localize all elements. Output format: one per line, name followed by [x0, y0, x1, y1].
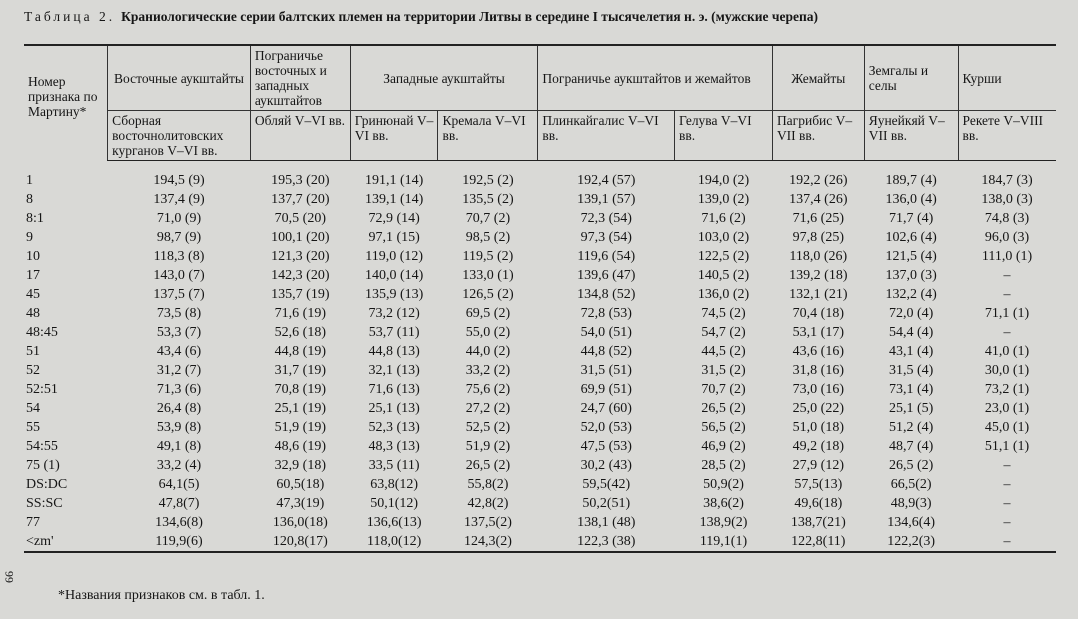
sign-label: SS:SC — [26, 496, 63, 511]
table-row — [24, 247, 1056, 266]
value-cell: 133,0 (1) — [462, 268, 514, 283]
value-cell: 194,0 (2) — [697, 173, 750, 188]
value-cell: 122,8(11) — [772, 532, 864, 552]
table-row — [24, 532, 1056, 552]
value-cell: 28,5 (2) — [701, 458, 746, 473]
group-header: Земгалы и селы — [864, 45, 958, 111]
value-cell: 137,7 (20) — [271, 192, 330, 207]
table-row — [24, 361, 1056, 380]
value-cell: 138,9(2) — [699, 515, 748, 530]
value-cell: 111,0 (1) — [981, 249, 1033, 264]
value-cell: 55,8(2) — [467, 477, 509, 492]
value-cell: – — [958, 532, 1056, 552]
value-cell: 139,2 (18) — [789, 268, 848, 283]
value-cell: 132,1 (21) — [789, 287, 848, 302]
value-cell: 69,9 (51) — [580, 382, 632, 397]
sign-label: 52 — [26, 363, 40, 378]
value-cell: 122,3 (38) — [538, 532, 675, 552]
value-cell: 33,5 (11) — [368, 458, 420, 473]
value-cell: 136,0 (4) — [885, 192, 937, 207]
value-cell: 97,8 (25) — [792, 230, 844, 245]
value-cell: 70,7 (2) — [701, 382, 746, 397]
value-cell: 70,4 (18) — [792, 306, 844, 321]
value-cell: 64,1(5) — [158, 477, 200, 492]
table-row — [24, 342, 1056, 361]
series-header: Гринюнай V–VI вв. — [350, 111, 438, 161]
value-cell: 42,8(2) — [467, 496, 509, 511]
group-header: Жемайты — [772, 45, 864, 111]
group-header: Пограничье аукштайтов и жемайтов — [538, 45, 773, 111]
value-cell: 74,8 (3) — [984, 211, 1030, 226]
value-cell: 120,8(17) — [250, 532, 350, 552]
value-cell: 72,0 (4) — [888, 306, 934, 321]
value-cell: 70,5 (20) — [274, 211, 326, 226]
group-header: Курши — [958, 45, 1056, 111]
value-cell: 137,5 (7) — [153, 287, 205, 302]
value-cell: 53,3 (7) — [156, 325, 202, 340]
value-cell: 119,0 (12) — [365, 249, 424, 264]
value-cell: 26,5 (2) — [465, 458, 511, 473]
value-cell: 52,5 (2) — [465, 420, 511, 435]
sign-label: 55 — [26, 420, 40, 435]
sign-label: 48 — [26, 306, 40, 321]
value-cell: 48,3 (13) — [368, 439, 420, 454]
value-cell: 118,3 (8) — [153, 249, 205, 264]
table-row — [24, 304, 1056, 323]
value-cell: 70,7 (2) — [465, 211, 511, 226]
caption-title: Краниологические серии балтских племен на территории Литвы в середине I тысячелетия н. э. (мужские черепа) — [121, 9, 819, 24]
value-cell: – — [1003, 268, 1011, 283]
table-row — [24, 418, 1056, 437]
value-cell: 143,0 (7) — [153, 268, 205, 283]
value-cell: 73,5 (8) — [156, 306, 202, 321]
value-cell: 31,5 (2) — [701, 363, 746, 378]
table-row — [24, 285, 1056, 304]
series-header: Гелува V–VI вв. — [675, 111, 773, 161]
value-cell: 139,6 (47) — [577, 268, 636, 283]
value-cell: – — [1003, 325, 1011, 340]
value-cell: 25,1 (5) — [888, 401, 934, 416]
sign-label: 48:45 — [26, 325, 58, 340]
craniology-table — [24, 44, 1056, 553]
sign-label: 77 — [26, 515, 40, 530]
value-cell: 71,0 (9) — [156, 211, 202, 226]
value-cell: 189,7 (4) — [885, 173, 937, 188]
series-header: Обляй V–VI вв. — [250, 111, 350, 161]
value-cell: 30,0 (1) — [984, 363, 1030, 378]
value-cell: 30,2 (43) — [580, 458, 632, 473]
value-cell: 33,2 (2) — [465, 363, 511, 378]
value-cell: 31,7 (19) — [274, 363, 326, 378]
value-cell: 25,0 (22) — [792, 401, 844, 416]
table-row — [24, 456, 1056, 475]
value-cell: 73,1 (4) — [888, 382, 934, 397]
value-cell: 27,9 (12) — [792, 458, 844, 473]
value-cell: 52,3 (13) — [368, 420, 420, 435]
value-cell: 71,7 (4) — [888, 211, 934, 226]
value-cell: 54,0 (51) — [580, 325, 632, 340]
value-cell: 138,0 (3) — [981, 192, 1033, 207]
value-cell: 119,6 (54) — [577, 249, 636, 264]
table-row — [24, 161, 1056, 191]
value-cell: 134,6(8) — [155, 515, 203, 530]
value-cell: 194,5 (9) — [153, 173, 205, 188]
sign-label: 10 — [26, 249, 40, 264]
value-cell: 119,5 (2) — [462, 249, 514, 264]
value-cell: 44,0 (2) — [465, 344, 511, 359]
value-cell: 27,2 (2) — [465, 401, 511, 416]
value-cell: 44,8 (13) — [368, 344, 420, 359]
value-cell: 31,2 (7) — [156, 363, 202, 378]
sign-label: 75 (1) — [26, 458, 60, 473]
value-cell: 140,5 (2) — [697, 268, 750, 283]
sign-label: 8 — [26, 192, 33, 207]
value-cell: 97,3 (54) — [580, 230, 632, 245]
value-cell: 96,0 (3) — [984, 230, 1030, 245]
series-header-row — [24, 111, 1056, 161]
value-cell: 25,1 (19) — [274, 401, 326, 416]
value-cell: 119,9(6) — [108, 532, 251, 552]
value-cell: 118,0(12) — [350, 532, 438, 552]
value-cell: 44,8 (52) — [580, 344, 632, 359]
value-cell: 51,0 (18) — [792, 420, 844, 435]
value-cell: 135,7 (19) — [271, 287, 330, 302]
value-cell: 31,8 (16) — [792, 363, 844, 378]
value-cell: 51,9 (19) — [274, 420, 326, 435]
value-cell: 31,5 (51) — [580, 363, 632, 378]
value-cell: 56,5 (2) — [701, 420, 746, 435]
value-cell: 137,0 (3) — [885, 268, 937, 283]
sign-label: 9 — [26, 230, 33, 245]
sign-label: <zm' — [24, 532, 108, 552]
value-cell: 98,7 (9) — [156, 230, 202, 245]
sign-label: 51 — [26, 344, 40, 359]
value-cell: 53,7 (11) — [368, 325, 420, 340]
series-header: Сборная восточнолитовских курганов V–VI вв. — [108, 111, 251, 161]
value-cell: 54,4 (4) — [888, 325, 934, 340]
value-cell: 134,6(4) — [887, 515, 936, 530]
value-cell: 50,1(12) — [370, 496, 419, 511]
value-cell: 137,4 (26) — [789, 192, 848, 207]
value-cell: 63,8(12) — [370, 477, 419, 492]
value-cell: 73,0 (16) — [792, 382, 844, 397]
row-label-header: Номер признака по Мартину* — [24, 45, 108, 161]
value-cell: 51,2 (4) — [888, 420, 934, 435]
value-cell: 139,1 (57) — [577, 192, 636, 207]
value-cell: 72,3 (54) — [580, 211, 632, 226]
value-cell: 136,0 (2) — [697, 287, 750, 302]
value-cell: 103,0 (2) — [697, 230, 750, 245]
value-cell: 121,5 (4) — [885, 249, 937, 264]
value-cell: 55,0 (2) — [465, 325, 511, 340]
value-cell: 45,0 (1) — [984, 420, 1030, 435]
value-cell: 41,0 (1) — [984, 344, 1030, 359]
value-cell: 43,1 (4) — [888, 344, 934, 359]
table-row — [24, 380, 1056, 399]
value-cell: 57,5(13) — [794, 477, 843, 492]
value-cell: 48,9(3) — [890, 496, 932, 511]
value-cell: 124,3(2) — [438, 532, 538, 552]
value-cell: 136,0(18) — [272, 515, 328, 530]
value-cell: 75,6 (2) — [465, 382, 511, 397]
value-cell: 26,5 (2) — [701, 401, 746, 416]
value-cell: 47,8(7) — [158, 496, 200, 511]
value-cell: 47,5 (53) — [580, 439, 632, 454]
group-header: Западные аукштайты — [350, 45, 538, 111]
value-cell: 49,1 (8) — [156, 439, 202, 454]
sign-label: 1 — [26, 172, 33, 188]
value-cell: 119,1(1) — [675, 532, 773, 552]
group-header: Пограничье восточных и западных аукштайтов — [250, 45, 350, 111]
value-cell: 49,2 (18) — [792, 439, 844, 454]
value-cell: 50,2(51) — [582, 496, 631, 511]
value-cell: 136,6(13) — [366, 515, 422, 530]
value-cell: 32,9 (18) — [274, 458, 326, 473]
value-cell: 70,8 (19) — [274, 382, 326, 397]
value-cell: 26,4 (8) — [156, 401, 202, 416]
value-cell: 25,1 (13) — [368, 401, 420, 416]
sign-label: 54:55 — [26, 439, 58, 454]
table-row — [24, 266, 1056, 285]
value-cell: 73,2 (1) — [984, 382, 1030, 397]
value-cell: 48,7 (4) — [888, 439, 934, 454]
value-cell: 135,9 (13) — [364, 287, 424, 302]
footnote: *Названия признаков см. в табл. 1. — [58, 588, 265, 603]
value-cell: 72,8 (53) — [580, 306, 632, 321]
value-cell: 51,1 (1) — [984, 439, 1030, 454]
sign-label: 52:51 — [26, 382, 58, 397]
value-cell: – — [1003, 458, 1011, 473]
value-cell: 118,0 (26) — [789, 249, 848, 264]
value-cell: – — [1003, 496, 1011, 511]
value-cell: 43,4 (6) — [156, 344, 202, 359]
table-caption — [24, 9, 1064, 25]
value-cell: 132,2 (4) — [885, 287, 937, 302]
value-cell: 134,8 (52) — [577, 287, 636, 302]
value-cell: 46,9 (2) — [701, 439, 746, 454]
value-cell: 71,6 (25) — [792, 211, 844, 226]
sign-label: 45 — [26, 287, 40, 302]
value-cell: 126,5 (2) — [462, 287, 514, 302]
value-cell: 50,9(2) — [703, 477, 744, 492]
value-cell: 98,5 (2) — [465, 230, 511, 245]
value-cell: 139,0 (2) — [697, 192, 750, 207]
table-row — [24, 190, 1056, 209]
value-cell: 138,1 (48) — [577, 515, 636, 530]
value-cell: 121,3 (20) — [271, 249, 330, 264]
series-header: Кремала V–VI вв. — [438, 111, 538, 161]
value-cell: 192,5 (2) — [462, 173, 514, 188]
value-cell: 51,9 (2) — [465, 439, 511, 454]
value-cell: 137,4 (9) — [153, 192, 205, 207]
value-cell: 191,1 (14) — [364, 173, 424, 188]
value-cell: 59,5(42) — [582, 477, 631, 492]
value-cell: 195,3 (20) — [271, 173, 330, 188]
series-header: Яунейкяй V–VII вв. — [864, 111, 958, 161]
value-cell: 47,3(19) — [276, 496, 325, 511]
value-cell: 32,1 (13) — [368, 363, 420, 378]
value-cell: 137,5(2) — [464, 515, 512, 530]
value-cell: 54,7 (2) — [701, 325, 746, 340]
value-cell: 142,3 (20) — [271, 268, 330, 283]
value-cell: 24,7 (60) — [580, 401, 632, 416]
table-row — [24, 228, 1056, 247]
value-cell: 53,9 (8) — [156, 420, 202, 435]
value-cell: 23,0 (1) — [984, 401, 1030, 416]
table-row — [24, 323, 1056, 342]
table-row — [24, 209, 1056, 228]
value-cell: 43,6 (16) — [792, 344, 844, 359]
value-cell: 73,2 (12) — [368, 306, 420, 321]
value-cell: 44,5 (2) — [701, 344, 746, 359]
value-cell: – — [1003, 477, 1011, 492]
sign-label: DS:DC — [26, 477, 68, 492]
value-cell: 69,5 (2) — [465, 306, 511, 321]
value-cell: 26,5 (2) — [888, 458, 934, 473]
group-header: Восточные аукштайты — [108, 45, 251, 111]
value-cell: 138,7(21) — [790, 515, 846, 530]
group-header-row — [24, 45, 1056, 111]
value-cell: 102,6 (4) — [885, 230, 937, 245]
value-cell: 135,5 (2) — [462, 192, 514, 207]
series-header: Рекете V–VIII вв. — [958, 111, 1056, 161]
value-cell: 140,0 (14) — [364, 268, 424, 283]
sign-label: 8:1 — [26, 211, 44, 226]
series-header: Пагрибис V–VII вв. — [772, 111, 864, 161]
value-cell: – — [1003, 515, 1011, 530]
page-number: 66 — [2, 571, 16, 583]
value-cell: 71,6 (2) — [701, 211, 746, 226]
value-cell: 184,7 (3) — [981, 173, 1033, 188]
value-cell: 48,6 (19) — [274, 439, 326, 454]
value-cell: 52,0 (53) — [580, 420, 632, 435]
value-cell: 53,1 (17) — [792, 325, 844, 340]
value-cell: 192,4 (57) — [577, 173, 636, 188]
series-header: Плинкайгалис V–VI вв. — [538, 111, 675, 161]
value-cell: 97,1 (15) — [368, 230, 420, 245]
table-row — [24, 399, 1056, 418]
value-cell: 71,1 (1) — [984, 306, 1030, 321]
value-cell: 38,6(2) — [703, 496, 744, 511]
value-cell: 60,5(18) — [276, 477, 325, 492]
sign-label: 54 — [26, 401, 40, 416]
value-cell: 71,3 (6) — [156, 382, 202, 397]
caption-lead: Таблица 2. — [24, 9, 116, 24]
value-cell: 66,5(2) — [890, 477, 932, 492]
value-cell: 100,1 (20) — [271, 230, 330, 245]
table-row — [24, 494, 1056, 513]
value-cell: 49,6(18) — [794, 496, 843, 511]
value-cell: 192,2 (26) — [789, 173, 848, 188]
value-cell: 33,2 (4) — [156, 458, 202, 473]
value-cell: 44,8 (19) — [274, 344, 326, 359]
table-row — [24, 475, 1056, 494]
table-row — [24, 513, 1056, 532]
value-cell: 52,6 (18) — [274, 325, 326, 340]
table-row — [24, 437, 1056, 456]
value-cell: 71,6 (19) — [274, 306, 326, 321]
value-cell: 72,9 (14) — [368, 211, 420, 226]
value-cell: 122,2(3) — [864, 532, 958, 552]
value-cell: 71,6 (13) — [368, 382, 420, 397]
value-cell: 31,5 (4) — [888, 363, 934, 378]
sign-label: 17 — [26, 268, 40, 283]
value-cell: – — [1003, 287, 1011, 302]
value-cell: 74,5 (2) — [701, 306, 746, 321]
table-body — [24, 161, 1056, 553]
value-cell: 122,5 (2) — [697, 249, 750, 264]
value-cell: 139,1 (14) — [364, 192, 424, 207]
